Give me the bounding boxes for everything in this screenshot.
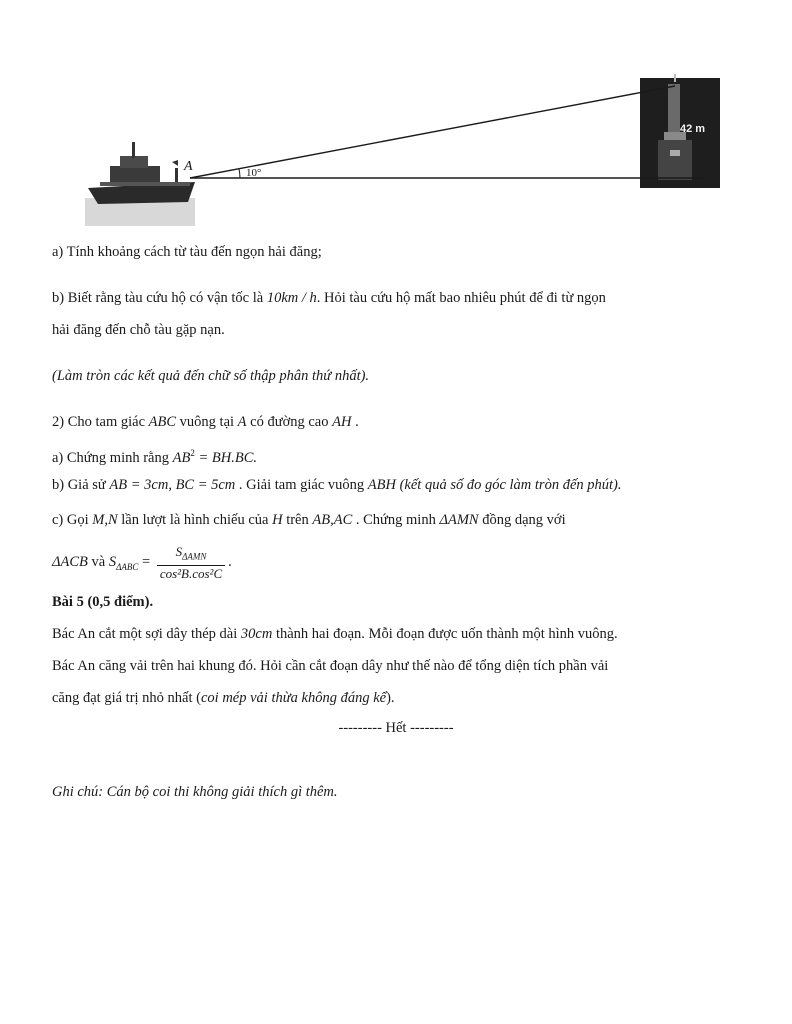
q1-part-b-line2: hải đăng đến chỗ tàu gặp nạn. — [52, 322, 225, 338]
q2c-amn: ΔAMN — [439, 512, 479, 528]
q2c-mn: M,N — [92, 512, 118, 528]
end-mark: --------- Hết --------- — [338, 720, 454, 736]
q2a-sup: 2 — [190, 448, 195, 458]
q2c-and: và — [87, 554, 109, 571]
q2c-eq: = — [138, 554, 154, 571]
q2b-note: (kết quả số đo góc làm tròn đến phút). — [395, 477, 622, 493]
q2-part-b — [52, 475, 622, 495]
q2b-text: b) Giả sử — [52, 477, 110, 493]
height-label: 42 m — [680, 123, 706, 135]
q2c-s: S — [108, 554, 117, 571]
q2b-mid: . Giải tam giác vuông — [235, 477, 368, 493]
q2c-mid2: trên — [282, 512, 313, 528]
q1-part-b-line1 — [52, 288, 606, 308]
q2-intro-end: . — [351, 414, 359, 430]
fraction-numerator — [157, 544, 225, 566]
num-sub: ΔAMN — [182, 551, 207, 562]
q1b-text: b) Biết rằng tàu cứu hộ có vận tốc là — [52, 290, 267, 306]
q2c-mid: lần lượt là hình chiếu của — [117, 512, 273, 528]
q1b-speed: 10km / h — [266, 290, 317, 306]
q2c-s-sub: ΔABC — [116, 562, 139, 573]
q2c-h: H — [272, 512, 283, 528]
footer-note: Ghi chú: Cán bộ coi thi không giải thích gì thêm. — [52, 784, 338, 800]
q2b-abh: ABH — [367, 477, 396, 493]
q2-ah: AH — [332, 414, 352, 430]
q2-intro-text: 2) Cho tam giác — [52, 414, 149, 430]
ship-image — [85, 142, 195, 226]
bai5-line3 — [52, 688, 395, 708]
bai5-title: Bài 5 (0,5 điểm). — [52, 594, 154, 610]
q2c-abac: AB,AC — [312, 512, 353, 528]
q2c-final: . — [228, 554, 232, 571]
q1-part-a: a) Tính khoảng cách từ tàu đến ngọn hải đăng; — [52, 244, 322, 260]
q1b-text-post: . Hỏi tàu cứu hộ mất bao nhiêu phút để đi từ ngọn — [316, 290, 606, 306]
bai5-line1-post: thành hai đoạn. Mỗi đoạn được uốn thành một hình vuông. — [272, 626, 618, 642]
point-a-label: A — [184, 159, 193, 174]
bai5-length: 30cm — [240, 626, 273, 642]
q2-part-c-line1 — [52, 510, 566, 530]
q2-abc: ABC — [148, 414, 177, 430]
q2-intro — [52, 412, 359, 432]
q2-intro-mid2: có đường cao — [246, 414, 333, 430]
bai5-line3-post: ). — [386, 690, 395, 706]
lighthouse-figure — [80, 70, 730, 230]
q2c-acb: ΔACB — [52, 554, 88, 571]
area-fraction — [157, 544, 225, 582]
bai5-line1-pre: Bác An cắt một sợi dây thép dài — [52, 626, 241, 642]
q2b-given: AB = 3cm, BC = 5cm — [109, 477, 236, 493]
q2c-mid3: . Chứng minh — [352, 512, 440, 528]
q2-part-c-line2 — [52, 544, 232, 585]
bai5-line1 — [52, 624, 618, 644]
q2c-text: c) Gọi — [52, 512, 93, 528]
q2c-end: đồng dạng với — [478, 512, 566, 528]
bai5-line3-italic: coi mép vải thừa không đáng kể — [200, 690, 387, 706]
fraction-denominator: cos²B.cos²C — [159, 565, 223, 581]
angle-label: 10° — [246, 167, 262, 179]
num-s: S — [175, 544, 183, 559]
bai5-line2: Bác An căng vải trên hai khung đó. Hỏi cần cắt đoạn dây như thế nào để tổng diện tích phần vải — [52, 658, 609, 674]
rounding-note: (Làm tròn các kết quả đến chữ số thập phân thứ nhất). — [52, 368, 370, 384]
bai5-line3-pre: căng đạt giá trị nhỏ nhất ( — [52, 690, 201, 706]
q2a-rhs: = BH.BC. — [194, 449, 257, 466]
sight-line — [190, 86, 675, 178]
q2-part-a — [52, 443, 257, 468]
q2-intro-mid: vuông tại — [176, 414, 238, 430]
q2a-lhs: AB — [172, 449, 191, 466]
q2-a: A — [237, 414, 247, 430]
q2a-text: a) Chứng minh rằng — [52, 449, 173, 466]
